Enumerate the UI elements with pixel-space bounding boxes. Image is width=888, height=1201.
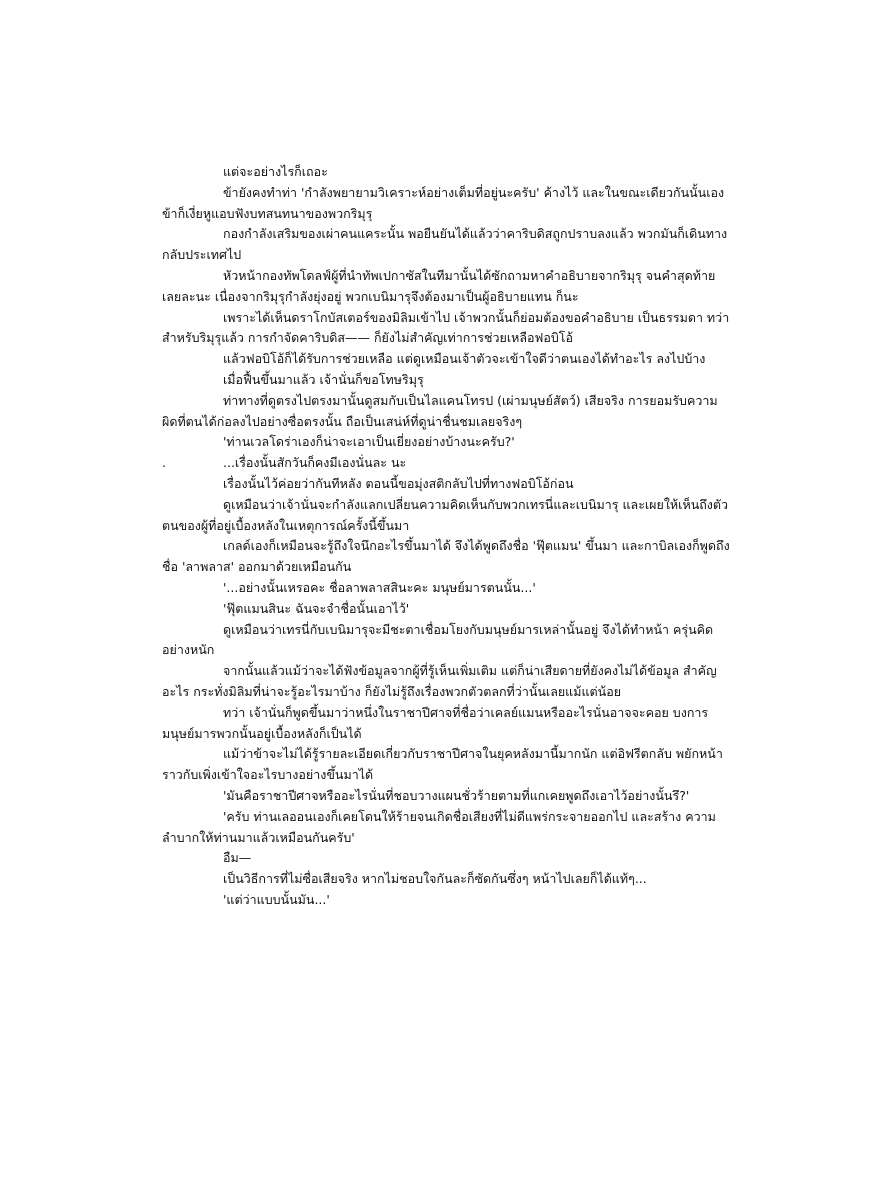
paragraph-11: เรื่องนั้นไว้ค่อยว่ากันทีหลัง ตอนนี้ขอมุ่งสติกลับไปที่ทางฟอบิโอ้ก่อน [223, 475, 574, 491]
paragraph-23: เป็นวิธีการที่ไม่ซื่อเสียจริง หากไม่ชอบใจกันละก็ซัดกันซึ่งๆ หน้าไปเลยก็ได้แท้ๆ... [223, 871, 647, 887]
paragraph-15: 'ฟุ๊ตแมนสินะ ฉันจะจำชื่อนั้นเอาไว้' [223, 600, 410, 616]
paragraph-17: จากนั้นแล้วแม้ว่าจะได้ฟังข้อมูลจากผู้ที่รู้เห็นเพิ่มเติม แต่ก็น่าเสียดายที่ยังคงไม่ได้ข้อมูล สำคัญอะไร กระทั่งมิลิมที่น่าจะรู้อะไรมาบ้าง ก็ยังไม่รู้ถึงเรื่องพวกตัวตลกที่ว่านั้นเลยแม้แต่น้อย [162, 663, 717, 699]
paragraph-7: เมื่อฟื้นขึ้นมาแล้ว เจ้านั่นก็ขอโทษริมุรุ [223, 371, 424, 387]
paragraph-21: 'ครับ ท่านเลออนเองก็เคยโดนให้ร้ายจนเกิดชื่อเสียงที่ไม่ดีแพร่กระจายออกไป และสร้าง ความลำบากให้ท่านมาแล้วเหมือนกันครับ' [162, 808, 716, 845]
body-text [162, 162, 732, 911]
paragraph-3: กองกำลังเสริมของเผ่าคนแคระนั้น พอยืนยันได้แล้วว่าคาริบดิสถูกปราบลงแล้ว พวกมันก็เดินทางกลับประเทศไป [162, 226, 728, 263]
stray-dot-mark: . [162, 455, 166, 471]
paragraph-4: หัวหน้ากองทัพโดลฟ์ผู้ที่นำทัพเปกาซัสในทีมานั้นได้ซักถามหาคำอธิบายจากริมุรุ จนคำสุดท้ายเลยละนะ เนื่องจากริมุรุกำลังยุ่งอยู่ พวกเบนิมารุจึงต้องมาเป็นผู้อธิบายแทน ก็นะ [162, 267, 716, 304]
paragraph-16: ดูเหมือนว่าเทรนี่กับเบนิมารุจะมีชะตาเชื่อมโยงกับมนุษย์มารเหล่านั้นอยู่ จึงได้ทำหน้า ครุ่นคิดอย่างหนัก [162, 621, 714, 658]
paragraph-18: ทว่า เจ้านั่นก็พูดขึ้นมาว่าหนึ่งในราชาปีศาจที่ชื่อว่าเคลย์แมนหรืออะไรนั่นอาจจะคอย บงการมนุษย์มารพวกนั้นอยู่เบื้องหลังก็เป็นได้ [162, 704, 709, 741]
paragraph-24: 'แต่ว่าแบบนั้นมัน...' [223, 891, 330, 907]
paragraph-14: '...อย่างนั้นเหรอคะ ชื่อลาพลาสสินะคะ มนุษย์มารตนนั้น...' [223, 579, 536, 595]
paragraph-9: 'ท่านเวลโดร่าเองก็น่าจะเอาเป็นเยี่ยงอย่างบ้างนะครับ?' [223, 434, 515, 450]
paragraph-1: แต่จะอย่างไรก็เถอะ [223, 164, 328, 179]
paragraph-6: แล้วฟอบิโอ้ก็ได้รับการช่วยเหลือ แต่ดูเหมือนเจ้าตัวจะเข้าใจดีว่าตนเองได้ทำอะไร ลงไปบ้าง [223, 351, 706, 367]
paragraph-20: 'มันคือราชาปีศาจหรืออะไรนั่นที่ชอบวางแผนชั่วร้ายตามที่แกเคยพูดถึงเอาไว้อย่างนั้นรึ?' [223, 787, 690, 803]
paragraph-10-text: ...เรื่องนั้นสักวันก็คงมีเองนั่นละ นะ [223, 455, 407, 471]
paragraph-12: ดูเหมือนว่าเจ้านั่นจะกำลังแลกเปลี่ยนความคิดเห็นกับพวกเทรนี่และเบนิมารุ และเผยให้เห็นถึงตัวตนของผู้ที่อยู่เบื้องหลังในเหตุการณ์ครั้งนี้ขึ้นมา [162, 496, 729, 533]
paragraph-19: แม้ว่าข้าจะไม่ได้รู้รายละเอียดเกี่ยวกับราชาปีศาจในยุคหลังมานี้มากนัก แต่อิฟรีตกลับ พยักหน้าราวกับเพิ่งเข้าใจอะไรบางอย่างขึ้นมาได้ [162, 746, 723, 783]
paragraph-2: ข้ายังคงทำท่า 'กำลังพยายามวิเคราะห์อย่างเต็มที่อยู่นะครับ' ค้างไว้ และในขณะเดียวกันนั้นเอง ข้าก็เงี่ยหูแอบฟังบทสนทนาของพวกริมุรุ [162, 184, 725, 221]
paragraph-13: เกลด์เองก็เหมือนจะรู้ถึงใจนึกอะไรขึ้นมาได้ จึงได้พูดถึงชื่อ 'ฟุ๊ตแมน' ขึ้นมา และกาบิลเองก็พูดถึงชื่อ 'ลาพลาส' ออกมาด้วยเหมือนกัน [162, 538, 730, 575]
paragraph-5: เพราะได้เห็นดราโกบัสเตอร์ของมิลิมเข้าไป เจ้าพวกนั้นก็ย่อมต้องขอคำอธิบาย เป็นธรรมดา ทว่าสำหรับริมุรุแล้ว การกำจัดคาริบดิส—— ก็ยังไม่สำคัญเท่าการช่วยเหลือฟอบิโอ้ [162, 309, 730, 346]
paragraph-8: ท่าทางที่ดูตรงไปตรงมานั้นดูสมกับเป็นไลแคนโทรป (เผ่ามนุษย์สัตว์) เสียจริง การยอมรับความผิดที่ตนได้ก่อลงไปอย่างซื่อตรงนั้น ถือเป็นเสน่ห์ที่ดูน่าชื่นชมเลยจริงๆ [162, 392, 718, 429]
paragraph-10 [162, 453, 732, 474]
paragraph-22: อืม— [223, 850, 252, 866]
